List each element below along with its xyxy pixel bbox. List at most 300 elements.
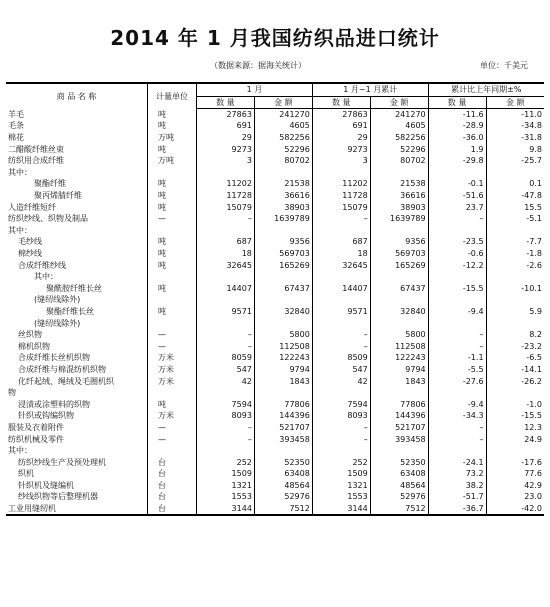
row-qty-month: 1509 xyxy=(197,468,255,480)
row-amt-change: -23.2 xyxy=(521,341,542,351)
row-unit: 台 xyxy=(148,480,197,492)
row-unit: 吨 xyxy=(148,120,197,132)
row-qty-month xyxy=(197,387,255,399)
row-qty-change xyxy=(428,225,486,237)
row-qty-month: 547 xyxy=(197,364,255,376)
table-row xyxy=(6,375,544,387)
row-qty-month: 11728 xyxy=(197,190,255,202)
table-row xyxy=(6,132,544,144)
row-amt-month: 80702 xyxy=(254,155,312,167)
row-unit: 吨 xyxy=(148,108,197,120)
row-unit xyxy=(148,317,197,329)
row-qty-cumulative: 1553 xyxy=(312,491,370,503)
row-amt-cumulative: 52296 xyxy=(370,143,428,155)
row-amt-cumulative: 582256 xyxy=(370,132,428,144)
row-unit: 吨 xyxy=(148,259,197,271)
row-unit xyxy=(148,445,197,457)
row-qty-change: -27.6 xyxy=(428,375,486,387)
row-name: 毛纱线 xyxy=(6,236,148,248)
row-unit: 万米 xyxy=(148,410,197,422)
row-qty-change: 23.7 xyxy=(428,201,486,213)
row-amt-cumulative: 36616 xyxy=(370,190,428,202)
table-row xyxy=(6,352,544,364)
row-amt-cumulative xyxy=(370,167,428,179)
row-amt-month xyxy=(254,387,312,399)
row-qty-change: -34.3 xyxy=(428,410,486,422)
row-amt-cumulative: 67437 xyxy=(370,283,428,295)
row-qty-change: -11.6 xyxy=(428,108,486,120)
row-unit: 万吨 xyxy=(148,132,197,144)
header-qty-2: 数 量 xyxy=(312,96,370,108)
table-body xyxy=(6,108,544,515)
row-qty-change: -36.7 xyxy=(428,503,486,516)
row-qty-month: – xyxy=(197,340,255,352)
row-amt-change: -25.7 xyxy=(521,156,542,166)
row-name: 合成纤维与棉混纺机织物 xyxy=(6,364,148,376)
row-amt-change xyxy=(486,225,544,237)
import-statistics-table xyxy=(6,82,544,516)
row-amt-change: -17.6 xyxy=(521,457,542,467)
header-qty-3: 数 量 xyxy=(428,96,486,108)
row-amt-month: 4605 xyxy=(254,120,312,132)
row-unit xyxy=(148,294,197,306)
row-qty-cumulative: 1321 xyxy=(312,480,370,492)
row-qty-month: 18 xyxy=(197,248,255,260)
row-unit: 吨 xyxy=(148,236,197,248)
row-qty-month: 7594 xyxy=(197,398,255,410)
row-qty-cumulative: – xyxy=(312,422,370,434)
row-qty-change: -9.4 xyxy=(428,398,486,410)
row-amt-change: 23.0 xyxy=(524,492,542,502)
row-qty-change: -29.8 xyxy=(428,155,486,167)
row-name: 其中： xyxy=(6,167,148,179)
table-row xyxy=(6,503,544,516)
row-amt-cumulative: 9356 xyxy=(370,236,428,248)
row-qty-change xyxy=(428,445,486,457)
row-amt-month: 36616 xyxy=(254,190,312,202)
row-amt-cumulative xyxy=(370,225,428,237)
header-amt-1: 金 额 xyxy=(254,96,312,108)
row-amt-month: 1639789 xyxy=(254,213,312,225)
row-amt-month: 122243 xyxy=(254,352,312,364)
row-qty-cumulative: 1509 xyxy=(312,468,370,480)
row-name: 合成纤维长丝机织物 xyxy=(6,352,148,364)
table-row xyxy=(6,283,544,295)
row-amt-month: 165269 xyxy=(254,259,312,271)
row-amt-month xyxy=(254,167,312,179)
row-amt-month: 144396 xyxy=(254,410,312,422)
row-name: 其中： xyxy=(6,225,148,237)
row-qty-month: 9273 xyxy=(197,143,255,155)
row-amt-cumulative: 521707 xyxy=(370,422,428,434)
row-amt-month: 1843 xyxy=(254,375,312,387)
row-unit: 吨 xyxy=(148,283,197,295)
row-amt-month: 569703 xyxy=(254,248,312,260)
row-amt-cumulative: 7512 xyxy=(370,503,428,516)
row-qty-change: 1.9 xyxy=(428,143,486,155)
row-amt-cumulative: 52350 xyxy=(370,456,428,468)
row-unit: 台 xyxy=(148,503,197,516)
row-name: 纺织纱线、织物及制品 xyxy=(6,213,148,225)
row-name: 羊毛 xyxy=(6,108,148,120)
row-qty-cumulative: 7594 xyxy=(312,398,370,410)
row-amt-month: 21538 xyxy=(254,178,312,190)
row-amt-change: -14.1 xyxy=(521,364,542,374)
row-amt-change: -15.5 xyxy=(521,411,542,421)
table-row xyxy=(6,306,544,318)
row-qty-month: 15079 xyxy=(197,201,255,213)
row-qty-change: – xyxy=(428,213,486,225)
row-amt-change: 15.5 xyxy=(524,202,542,212)
row-qty-month: 9571 xyxy=(197,306,255,318)
page-title: 2014 年 1 月我国纺织品进口统计 xyxy=(110,26,440,50)
table-row xyxy=(6,294,544,306)
row-amt-cumulative: 63408 xyxy=(370,468,428,480)
table-row xyxy=(6,422,544,434)
row-qty-month: – xyxy=(197,329,255,341)
row-amt-cumulative xyxy=(370,445,428,457)
row-name: 其中： xyxy=(6,271,148,283)
row-qty-change: -51.7 xyxy=(428,491,486,503)
row-qty-month: 8059 xyxy=(197,352,255,364)
row-qty-cumulative: 687 xyxy=(312,236,370,248)
row-qty-month: 3 xyxy=(197,155,255,167)
row-unit: — xyxy=(148,422,197,434)
row-qty-change: -51.6 xyxy=(428,190,486,202)
row-qty-change xyxy=(428,167,486,179)
row-qty-cumulative: 252 xyxy=(312,456,370,468)
row-amt-cumulative: 112508 xyxy=(370,340,428,352)
row-amt-change: -2.6 xyxy=(526,260,542,270)
header-amt-3: 金 额 xyxy=(486,96,544,108)
row-unit: 台 xyxy=(148,491,197,503)
row-qty-change: -23.5 xyxy=(428,236,486,248)
row-qty-change: -1.1 xyxy=(428,352,486,364)
row-qty-month: – xyxy=(197,433,255,445)
table-row xyxy=(6,225,544,237)
row-unit: 台 xyxy=(148,456,197,468)
row-qty-cumulative xyxy=(312,317,370,329)
row-qty-change: -36.0 xyxy=(428,132,486,144)
row-name: 棉机织物 xyxy=(6,340,148,352)
row-unit: 吨 xyxy=(148,178,197,190)
row-amt-cumulative: 9794 xyxy=(370,364,428,376)
row-name: 棉花 xyxy=(6,132,148,144)
row-name: 二醋酸纤维丝束 xyxy=(6,143,148,155)
row-qty-change: 38.2 xyxy=(428,480,486,492)
row-qty-change: -15.5 xyxy=(428,283,486,295)
row-amt-change: 77.6 xyxy=(524,469,542,479)
row-name: (缝纫线除外) xyxy=(6,294,148,306)
row-qty-month: 691 xyxy=(197,120,255,132)
row-qty-change xyxy=(428,387,486,399)
row-amt-cumulative: 165269 xyxy=(370,259,428,271)
row-name: 丝织物 xyxy=(6,329,148,341)
row-qty-cumulative xyxy=(312,225,370,237)
row-qty-month: 42 xyxy=(197,375,255,387)
row-amt-cumulative: 52976 xyxy=(370,491,428,503)
table-row xyxy=(6,468,544,480)
row-qty-month: 1321 xyxy=(197,480,255,492)
table-row xyxy=(6,317,544,329)
row-amt-month: 52296 xyxy=(254,143,312,155)
row-amt-month: 67437 xyxy=(254,283,312,295)
row-amt-cumulative: 1843 xyxy=(370,375,428,387)
row-amt-month: 77806 xyxy=(254,398,312,410)
row-amt-cumulative: 122243 xyxy=(370,352,428,364)
row-amt-month: 5800 xyxy=(254,329,312,341)
table-row xyxy=(6,259,544,271)
table-row xyxy=(6,364,544,376)
unit-note: 单位：千美元 xyxy=(480,61,528,70)
row-qty-month xyxy=(197,317,255,329)
row-qty-cumulative: 9571 xyxy=(312,306,370,318)
row-amt-month: 52976 xyxy=(254,491,312,503)
row-qty-cumulative: 8509 xyxy=(312,352,370,364)
table-row xyxy=(6,433,544,445)
row-qty-month: 1553 xyxy=(197,491,255,503)
table-row xyxy=(6,167,544,179)
table-row xyxy=(6,456,544,468)
row-amt-cumulative: 48564 xyxy=(370,480,428,492)
row-qty-month: 11202 xyxy=(197,178,255,190)
row-amt-month: 582256 xyxy=(254,132,312,144)
row-name: 针织或钩编织物 xyxy=(6,410,148,422)
row-amt-change xyxy=(486,317,544,329)
row-unit: — xyxy=(148,329,197,341)
row-amt-cumulative: 144396 xyxy=(370,410,428,422)
row-qty-cumulative: 15079 xyxy=(312,201,370,213)
table-row xyxy=(6,236,544,248)
row-amt-month xyxy=(254,271,312,283)
table-row xyxy=(6,108,544,120)
row-qty-month: 8093 xyxy=(197,410,255,422)
row-qty-cumulative: 11202 xyxy=(312,178,370,190)
header-month: 1 月 xyxy=(197,83,313,96)
row-amt-change: 0.1 xyxy=(529,179,542,189)
row-qty-change: – xyxy=(428,329,486,341)
row-qty-change: -5.5 xyxy=(428,364,486,376)
row-qty-cumulative: 11728 xyxy=(312,190,370,202)
row-amt-month: 32840 xyxy=(254,306,312,318)
table-row xyxy=(6,398,544,410)
row-qty-month: – xyxy=(197,422,255,434)
table-row xyxy=(6,387,544,399)
row-amt-cumulative: 569703 xyxy=(370,248,428,260)
row-amt-change: 42.9 xyxy=(524,480,542,490)
table-row xyxy=(6,155,544,167)
row-amt-change: -10.1 xyxy=(521,283,542,293)
row-amt-change xyxy=(486,271,544,283)
row-amt-month: 38903 xyxy=(254,201,312,213)
header-yoy: 累计比上年同期±% xyxy=(428,83,544,96)
row-amt-change xyxy=(486,167,544,179)
row-qty-change: -12.2 xyxy=(428,259,486,271)
row-qty-cumulative: 3 xyxy=(312,155,370,167)
row-qty-cumulative: 691 xyxy=(312,120,370,132)
row-qty-cumulative: – xyxy=(312,213,370,225)
table-row xyxy=(6,271,544,283)
row-name: (缝纫线除外) xyxy=(6,317,148,329)
row-name: 纺织用合成纤维 xyxy=(6,155,148,167)
row-name: 棉纱线 xyxy=(6,248,148,260)
row-unit: 万吨 xyxy=(148,155,197,167)
row-qty-cumulative: – xyxy=(312,329,370,341)
row-qty-change: – xyxy=(428,433,486,445)
row-amt-change: -1.8 xyxy=(526,249,542,259)
row-qty-change: -9.4 xyxy=(428,306,486,318)
row-amt-change: -26.2 xyxy=(521,376,542,386)
row-unit: 吨 xyxy=(148,201,197,213)
row-qty-change xyxy=(428,294,486,306)
row-qty-cumulative xyxy=(312,294,370,306)
row-amt-cumulative xyxy=(370,294,428,306)
row-amt-change: -7.7 xyxy=(526,237,542,247)
row-qty-change xyxy=(428,271,486,283)
row-qty-change: -24.1 xyxy=(428,456,486,468)
row-qty-cumulative: – xyxy=(312,340,370,352)
row-name: 纺织纱线生产及预处理机 xyxy=(6,456,148,468)
table-row xyxy=(6,329,544,341)
row-amt-month: 63408 xyxy=(254,468,312,480)
row-qty-cumulative: 8093 xyxy=(312,410,370,422)
row-name: 聚酯纤维 xyxy=(6,178,148,190)
row-qty-cumulative: 42 xyxy=(312,375,370,387)
table-row xyxy=(6,248,544,260)
row-amt-change: 8.2 xyxy=(529,330,542,340)
row-qty-month xyxy=(197,294,255,306)
row-qty-cumulative: 547 xyxy=(312,364,370,376)
row-amt-change: 12.3 xyxy=(524,422,542,432)
header-row-1 xyxy=(6,83,544,96)
row-qty-month: 14407 xyxy=(197,283,255,295)
row-amt-cumulative xyxy=(370,387,428,399)
table-row xyxy=(6,410,544,422)
row-unit: 万米 xyxy=(148,352,197,364)
table-row xyxy=(6,143,544,155)
row-qty-cumulative: 29 xyxy=(312,132,370,144)
row-amt-month: 9794 xyxy=(254,364,312,376)
row-amt-change: -47.8 xyxy=(521,191,542,201)
header-amt-2: 金 额 xyxy=(370,96,428,108)
row-qty-cumulative: 27863 xyxy=(312,108,370,120)
table-row xyxy=(6,190,544,202)
row-amt-change: -42.0 xyxy=(486,503,544,516)
row-qty-cumulative: – xyxy=(312,433,370,445)
row-name: 服装及衣着附件 xyxy=(6,422,148,434)
table-row xyxy=(6,201,544,213)
table-row xyxy=(6,480,544,492)
row-unit: — xyxy=(148,433,197,445)
row-unit: — xyxy=(148,340,197,352)
row-unit: 吨 xyxy=(148,143,197,155)
row-unit xyxy=(148,167,197,179)
row-qty-cumulative: 18 xyxy=(312,248,370,260)
row-name: 物 xyxy=(6,387,148,399)
row-name: 人造纤维短纤 xyxy=(6,201,148,213)
row-amt-cumulative xyxy=(370,271,428,283)
row-qty-cumulative: 3144 xyxy=(312,503,370,516)
row-qty-month xyxy=(197,271,255,283)
row-amt-change: -34.8 xyxy=(521,121,542,131)
row-name: 针织机及缝编机 xyxy=(6,480,148,492)
row-qty-change: – xyxy=(428,340,486,352)
row-name: 其中： xyxy=(6,445,148,457)
row-amt-cumulative: 21538 xyxy=(370,178,428,190)
table-row xyxy=(6,491,544,503)
row-amt-month: 48564 xyxy=(254,480,312,492)
row-qty-cumulative xyxy=(312,445,370,457)
row-amt-month xyxy=(254,225,312,237)
table-row xyxy=(6,445,544,457)
row-name: 纱线织物等后整理机器 xyxy=(6,491,148,503)
row-qty-month: 687 xyxy=(197,236,255,248)
row-qty-month xyxy=(197,225,255,237)
row-name: 毛条 xyxy=(6,120,148,132)
row-amt-change xyxy=(486,387,544,399)
row-qty-month: – xyxy=(197,213,255,225)
row-unit xyxy=(148,225,197,237)
row-amt-month: 521707 xyxy=(254,422,312,434)
row-amt-change: -11.0 xyxy=(521,109,542,119)
header-cumulative: 1 月~1 月累计 xyxy=(312,83,428,96)
row-qty-cumulative: 32645 xyxy=(312,259,370,271)
row-amt-cumulative: 4605 xyxy=(370,120,428,132)
header-unit: 计量单位 xyxy=(148,83,197,108)
row-unit: 万米 xyxy=(148,364,197,376)
header-qty-1: 数 量 xyxy=(197,96,255,108)
row-amt-month xyxy=(254,317,312,329)
row-amt-change xyxy=(486,445,544,457)
row-qty-month: 27863 xyxy=(197,108,255,120)
row-name: 浸渍或涂塑料的织物 xyxy=(6,398,148,410)
row-unit: 台 xyxy=(148,468,197,480)
row-amt-change: -31.8 xyxy=(521,133,542,143)
row-amt-month: 112508 xyxy=(254,340,312,352)
row-amt-change xyxy=(486,294,544,306)
row-unit: 吨 xyxy=(148,190,197,202)
row-amt-cumulative: 77806 xyxy=(370,398,428,410)
row-amt-change: -5.1 xyxy=(526,214,542,224)
row-qty-month: 3144 xyxy=(197,503,255,516)
data-source-note: （数据来源：据海关统计） xyxy=(210,61,306,70)
row-unit: 吨 xyxy=(148,398,197,410)
row-amt-change: 24.9 xyxy=(524,434,542,444)
row-amt-cumulative: 5800 xyxy=(370,329,428,341)
table-row xyxy=(6,178,544,190)
row-qty-cumulative xyxy=(312,271,370,283)
row-qty-cumulative: 9273 xyxy=(312,143,370,155)
row-amt-month: 241270 xyxy=(254,108,312,120)
row-qty-change: 73.2 xyxy=(428,468,486,480)
row-amt-cumulative: 393458 xyxy=(370,433,428,445)
row-unit: 吨 xyxy=(148,306,197,318)
row-qty-change: – xyxy=(428,422,486,434)
row-qty-cumulative xyxy=(312,387,370,399)
row-name: 化纤起绒、绳绒及毛圈机织 xyxy=(6,375,148,387)
row-qty-change: -0.1 xyxy=(428,178,486,190)
row-unit: 万米 xyxy=(148,375,197,387)
row-unit: 吨 xyxy=(148,248,197,260)
row-name: 织机 xyxy=(6,468,148,480)
row-amt-change: -6.5 xyxy=(526,353,542,363)
row-amt-cumulative: 32840 xyxy=(370,306,428,318)
row-qty-month xyxy=(197,445,255,457)
row-qty-month: 32645 xyxy=(197,259,255,271)
row-qty-cumulative xyxy=(312,167,370,179)
header-name: 商 品 名 称 xyxy=(6,83,148,108)
row-name: 聚酯纤维长丝 xyxy=(6,306,148,318)
